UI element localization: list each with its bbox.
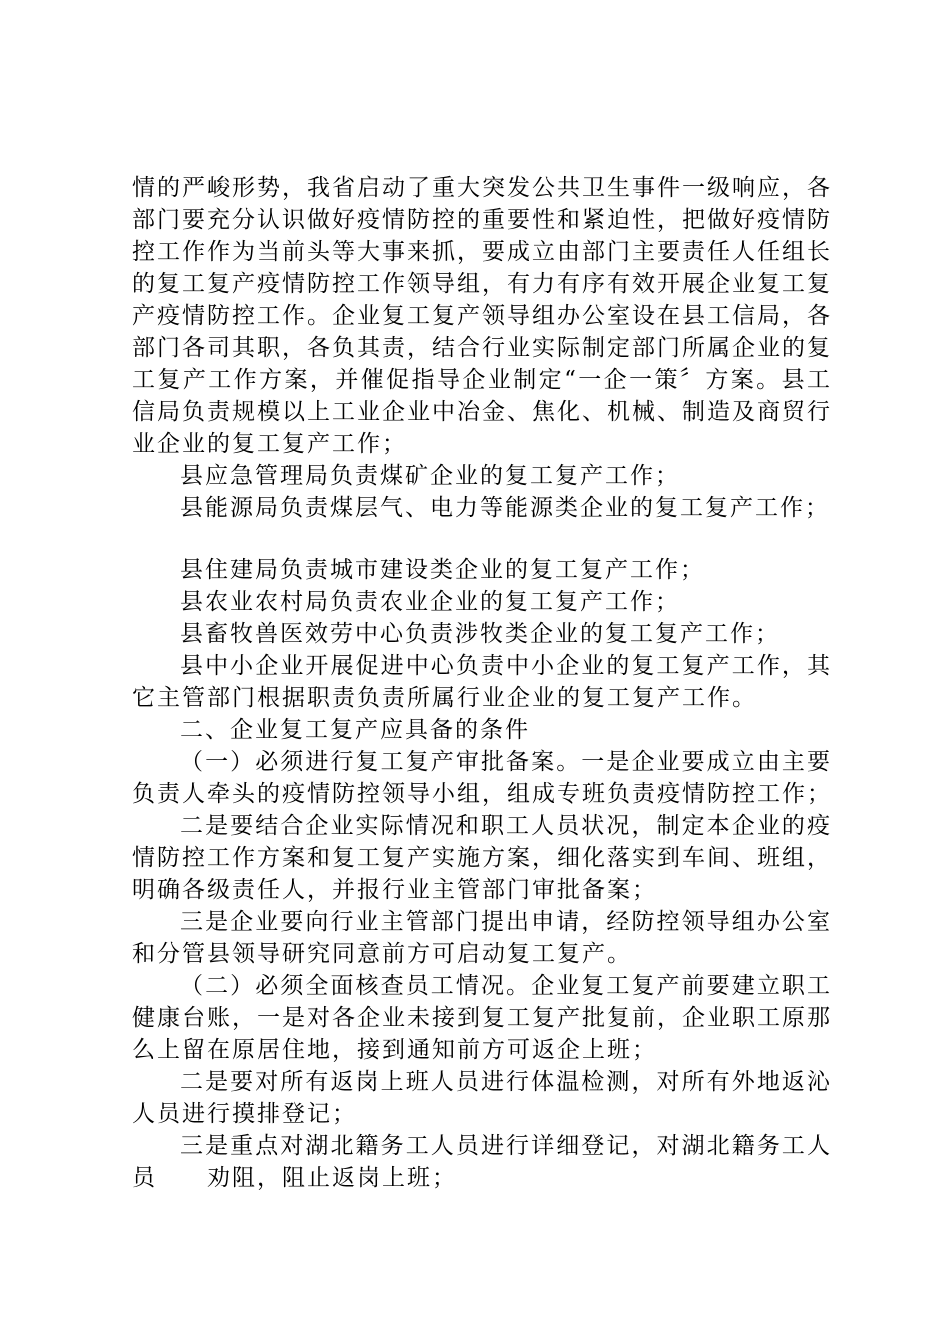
paragraph-agriculture-bureau: 县农业农村局负责农业企业的复工复产工作； <box>180 589 680 615</box>
paragraph-energy-bureau: 县能源局负责煤层气、电力等能源类企业的复工复产工作； <box>180 495 830 521</box>
document-body <box>132 172 832 1194</box>
paragraph-staff-check: （二）必须全面核查员工情况。企业复工复产前要建立职工健康台账，一是对各企业未接到复工复产批复前，企业职工原那么上留在原居住地，接到通知前方可返企上班； <box>132 973 832 1063</box>
paragraph-sme-center: 县中小企业开展促进中心负责中小企业的复工复产工作，其它主管部门根据职责负责所属行业企业的复工复产工作。 <box>132 653 832 711</box>
paragraph-emergency-bureau: 县应急管理局负责煤矿企业的复工复产工作； <box>180 463 680 489</box>
paragraph-livestock-center: 县畜牧兽医效劳中心负责涉牧类企业的复工复产工作； <box>180 621 780 647</box>
paragraph-approval-filing: （一）必须进行复工复产审批备案。一是企业要成立由主要负责人牵头的疫情防控领导小组，组成专班负责疫情防控工作； <box>132 749 832 807</box>
paragraph-hubei-registration: 三是重点对湖北籍务工人员进行详细登记，对湖北籍务工人员 劝阻，阻止返岗上班； <box>132 1133 832 1191</box>
paragraph-work-plan: 二是要结合企业实际情况和职工人员状况，制定本企业的疫情防控工作方案和复工复产实施方案，细化落实到车间、班组，明确各级责任人，并报行业主管部门审批备案； <box>132 813 832 903</box>
paragraph-temperature-check: 二是要对所有返岗上班人员进行体温检测，对所有外地返沁人员进行摸排登记； <box>132 1069 832 1127</box>
paragraph-housing-bureau: 县住建局负责城市建设类企业的复工复产工作； <box>180 557 705 583</box>
paragraph-gap <box>132 524 832 554</box>
paragraph-application: 三是企业要向行业主管部门提出申请，经防控领导组办公室和分管县领导研究同意前方可启动复工复产。 <box>132 909 832 967</box>
section-heading-conditions: 二、企业复工复产应具备的条件 <box>180 717 530 743</box>
paragraph-continuation: 情的严峻形势，我省启动了重大突发公共卫生事件一级响应，各部门要充分认识做好疫情防控的重要性和紧迫性，把做好疫情防控工作作为当前头等大事来抓，要成立由部门主要责任人任组长的复工复产疫情防控工作领导组，有力有序有效开展企业复工复产疫情防控工作。企业复工复产领导组办公室设在县工信局，各部门各司其职，各负其责，结合行业实际制定部门所属企业的复工复产工作方案，并催促指导企业制定“一企一策〞方案。县工信局负责规模以上工业企业中冶金、焦化、机械、制造及商贸行业企业的复工复产工作； <box>132 175 832 457</box>
